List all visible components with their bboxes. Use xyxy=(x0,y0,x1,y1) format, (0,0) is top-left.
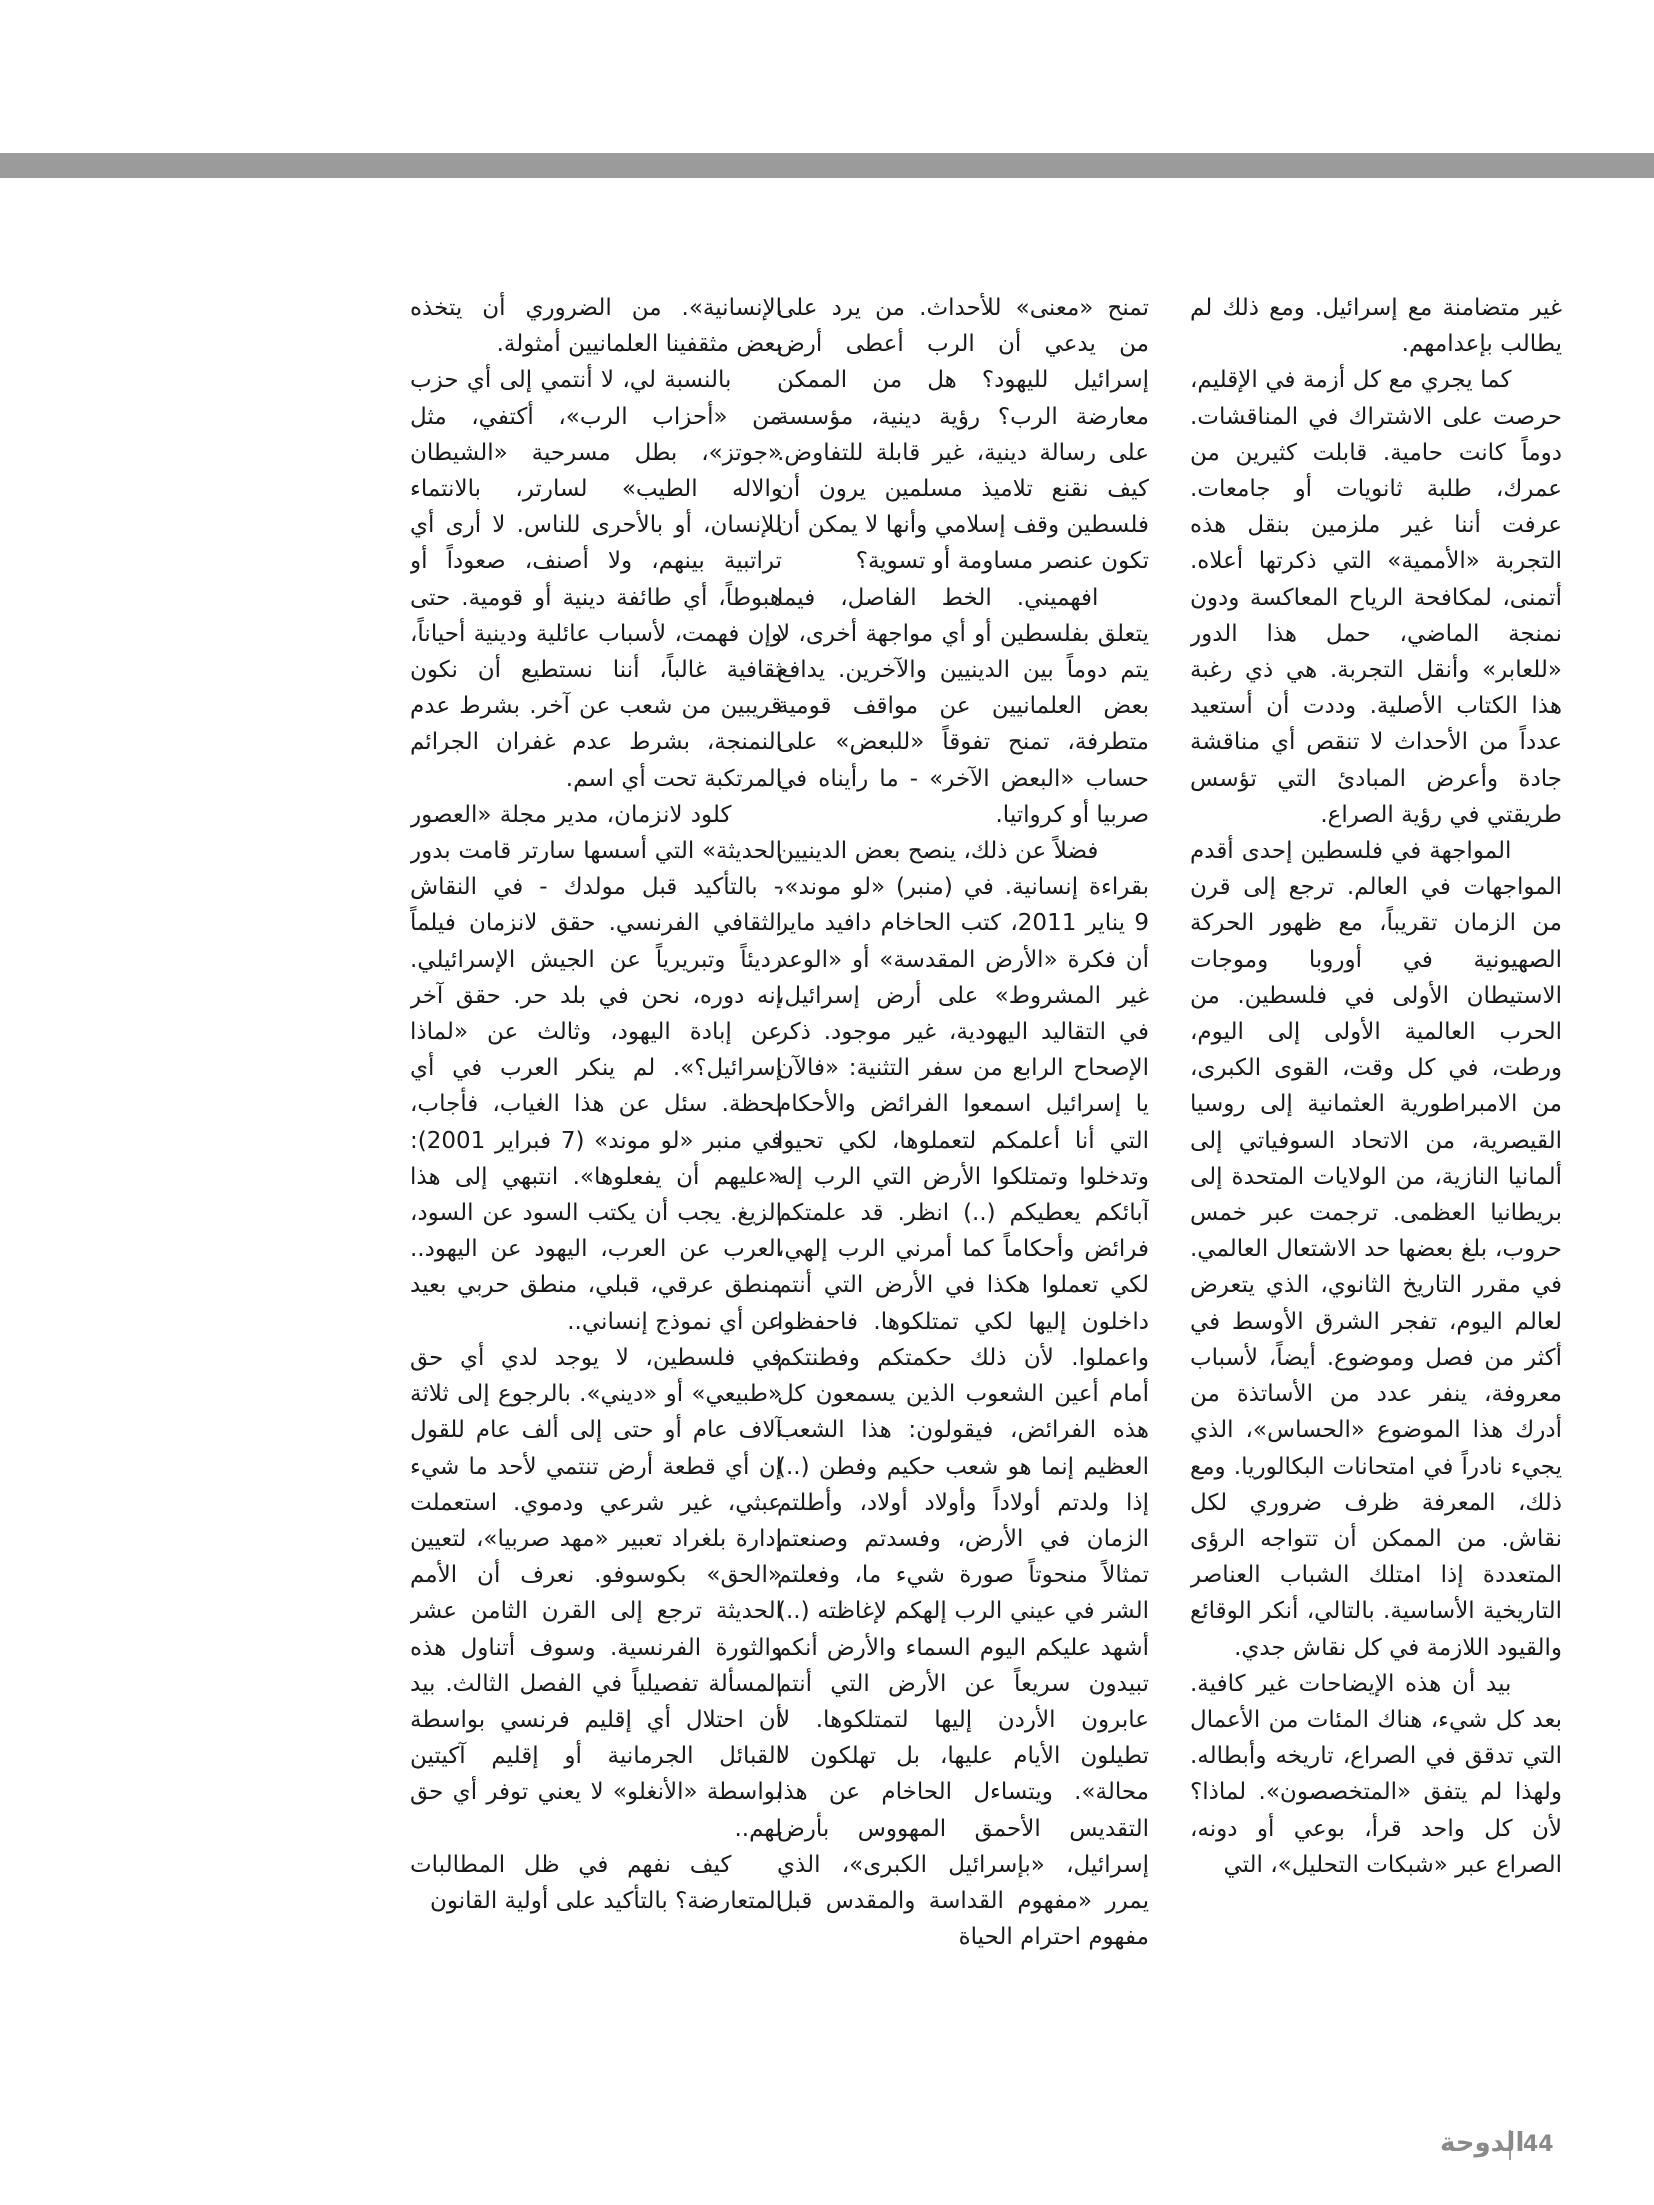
paragraph: كلود لانزمان، مدير مجلة «العصور الحديثة» التي أسسها سارتر قامت بدور - بالتأكيد قبل مولدك - في النقاش الثقافي الفرنسي. حقق لانزمان فيلماً رديئاً وتبريرياً عن الجيش الإسرائيلي. إنه دوره، نحن في بلد حر. حقق آخر عن إبادة اليهود، وثالث عن «لماذا إسرائيل؟». لم ينكر العرب في أي لحظة. سئل عن هذا الغياب، فأجاب، في منبر «لو موند» (7 فبراير 2001): «عليهم أن يفعلوها». انتبهي إلى هذا الزيغ. يجب أن يكتب السود عن السود، العرب عن العرب، اليهود عن اليهود.. منطق عرقي، قبلي، منطق حربي بعيد عن أي نموذج إنساني.. xyxy=(410,801,782,1335)
paragraph: غير متضامنة مع إسرائيل. ومع ذلك لم يطالب بإعدامهم. xyxy=(1190,295,1562,358)
paragraph: في فلسطين، لا يوجد لدي أي حق «طبيعي» أو «ديني». بالرجوع إلى ثلاثة آلاف عام أو حتى إلى ألف عام للقول إن أي قطعة أرض تنتمي لأحد ما شيء عبثي، غير شرعي ودموي. استعملت إدارة بلغراد تعبير «مهد صربيا»، لتعيين «الحق» بكوسوفو. نعرف أن الأمم الحديثة ترجع إلى القرن الثامن عشر والثورة الفرنسية. وسوف أتناول هذه المسألة تفصيلياً في الفصل الثالث. بيد أن احتلال أي إقليم فرنسي بواسطة القبائل الجرمانية أو إقليم آكيتين بواسطة «الأنغلو» لا يعني توفر أي حق لهم.. xyxy=(410,1344,782,1842)
text-column-3 xyxy=(410,290,782,2070)
page-number: 44 xyxy=(1523,2132,1554,2157)
paragraph: كيف نفهم في ظل المطالبات المتعارضة؟ بالتأكيد على أولية القانون xyxy=(410,1851,782,1914)
magazine-logo: الدوحة xyxy=(1440,2128,1525,2158)
paragraph: كما يجري مع كل أزمة في الإقليم، حرصت على الاشتراك في المناقشات. دوماً كانت حامية. قابلت كثيرين من عمرك، طلبة ثانويات أو جامعات. عرفت أننا غير ملزمين بنقل هذه التجربة «الأممية» التي ذكرتها أعلاه. أتمنى، لمكافحة الرياح المعاكسة ودون نمنجة الماضي، حمل هذا الدور «للعابر» وأنقل التجربة. هي ذي رغبة هذا الكتاب الأصلية. وددت أن أستعيد عدداً من الأحداث لا تنقص أي مناقشة جادة وأعرض المبادئ التي تؤسس طريقتي في رؤية الصراع. xyxy=(1190,367,1562,828)
paragraph: افهميني. الخط الفاصل، فيما يتعلق بفلسطين أو أي مواجهة أخرى، لا يتم دوماً بين الدينيين والآخرين. يدافع بعض العلمانيين عن مواقف قومية متطرفة، تمنح تفوقاً «للبعض» على حساب «البعض الآخر» - ما رأيناه في صربيا أو كرواتيا. xyxy=(777,584,1149,828)
header-band xyxy=(0,153,1654,178)
text-column-2 xyxy=(777,290,1149,2070)
page-footer xyxy=(1395,2128,1654,2168)
paragraph: بالنسبة لي، لا أنتمي إلى أي حزب من «أحزاب الرب»، أكتفي، مثل «جوتز»، بطل مسرحية «الشيطان والاله الطيب» لسارتر، بالانتماء للإنسان، أو بالأحرى للناس. لا أرى أي تراتبية بينهم، ولا أصنف، صعوداً أو هبوطاً، أي طائفة دينية أو قومية. حتى وإن فهمت، لأسباب عائلية ودينية أحياناً، ثقافية غالباً، أننا نستطيع أن نكون قريبين من شعب عن آخر. بشرط عدم النمنجة، بشرط عدم غفران الجرائم المرتكبة تحت أي اسم. xyxy=(410,367,782,792)
paragraph: الإنسانية». من الضروري أن يتخذه بعض مثقفينا العلمانيين أمثولة. xyxy=(410,295,782,358)
paragraph: بيد أن هذه الإيضاحات غير كافية. بعد كل شيء، هناك المئات من الأعمال التي تدقق في الصراع، تاريخه وأبطاله. ولهذا لم يتفق «المتخصصون». لماذا؟ لأن كل واحد قرأ، بوعي أو دونه، الصراع عبر «شبكات التحليل»، التي xyxy=(1190,1670,1562,1878)
paragraph: تمنح «معنى» للأحداث. من يرد على من يدعي أن الرب أعطى أرض إسرائيل لليهود؟ هل من الممكن معارضة الرب؟ رؤية دينية، مؤسسة على رسالة دينية، غير قابلة للتفاوض. كيف نقنع تلاميذ مسلمين يرون أن فلسطين وقف إسلامي وأنها لا يمكن أن تكون عنصر مساومة أو تسوية؟ xyxy=(777,295,1149,575)
text-column-1 xyxy=(1190,290,1562,2070)
paragraph: المواجهة في فلسطين إحدى أقدم المواجهات في العالم. ترجع إلى قرن من الزمان تقريباً، مع ظهور الحركة الصهيونية في أوروبا وموجات الاستيطان الأولى في فلسطين. من الحرب العالمية الأولى إلى اليوم، ورطت، في كل وقت، القوى الكبرى، من الامبراطورية العثمانية إلى روسيا القيصرية، من الاتحاد السوفياتي إلى ألمانيا النازية، من الولايات المتحدة إلى بريطانيا العظمى. ترجمت عبر خمس حروب، بلغ بعضها حد الاشتعال العالمي. في مقرر التاريخ الثانوي، الذي يتعرض لعالم اليوم، تفجر الشرق الأوسط في أكثر من فصل وموضوع. أيضاً، لأسباب معروفة، ينفر عدد من الأساتذة من أدرك هذا الموضوع «الحساس»، الذي يجيء نادراً في امتحانات البكالوريا. ومع ذلك، المعرفة ظرف ضروري لكل نقاش. من الممكن أن تتواجه الرؤى المتعددة إذا امتلك الشباب العناصر التاريخية الأساسية. بالتالي، أنكر الوقائع والقيود اللازمة في كل نقاش جدي. xyxy=(1190,838,1562,1661)
paragraph: فضلاً عن ذلك، ينصح بعض الدينيين بقراءة إنسانية. في (منبر) «لو موند»، 9 يناير 2011، كتب الحاخام دافيد ماير أن فكرة «الأرض المقدسة» أو «الوعد غير المشروط» على أرض إسرائيل، في التقاليد اليهودية، غير موجود. ذكر الإصحاح الرابع من سفر التثنية: «فالآن يا إسرائيل اسمعوا الفرائض والأحكام التي أنا أعلمكم لتعملوها، لكي تحيوا وتدخلوا وتمتلكوا الأرض التي الرب إله آبائكم يعطيكم (..) انظر. قد علمتكم فرائض وأحكاماً كما أمرني الرب إلهي، لكي تعملوا هكذا في الأرض التي أنتم داخلون إليها لكي تمتلكوها. فاحفظوا واعملوا. لأن ذلك حكمتكم وفطنتكم أمام أعين الشعوب الذين يسمعون كل هذه الفرائض، فيقولون: هذا الشعب العظيم إنما هو شعب حكيم وفطن (..) إذا ولدتم أولاداً وأولاد أولاد، وأطلتم الزمان في الأرض، وفسدتم وصنعتم تمثالاً منحوتاً صورة شيء ما، وفعلتم الشر في عيني الرب إلهكم لإغاظته (..) أشهد عليكم اليوم السماء والأرض أنكم تبيدون سريعاً عن الأرض التي أنتم عابرون الأردن إليها لتمتلكوها. لا تطيلون الأيام عليها، بل تهلكون لا محالة». ويتساءل الحاخام عن هذا التقديس الأحمق المهووس بأرض إسرائيل، «بإسرائيل الكبرى»، الذي يمرر «مفهوم القداسة والمقدس قبل مفهوم احترام الحياة xyxy=(777,838,1149,1951)
text-column-4 xyxy=(48,290,420,2070)
